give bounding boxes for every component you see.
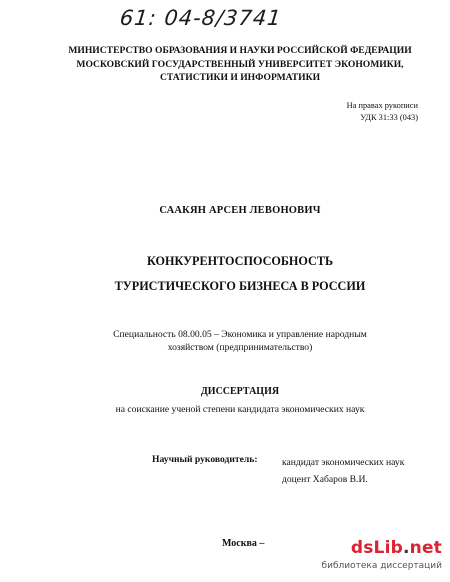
- specialty-line-1: Специальность 08.00.05 – Экономика и управление народным: [113, 329, 367, 340]
- institution-university: МОСКОВСКИЙ ГОСУДАРСТВЕННЫЙ УНИВЕРСИТЕТ ЭКОНОМИКИ,: [76, 58, 404, 70]
- dslib-subtitle: библиотека диссертаций: [321, 561, 442, 571]
- institution-university-cont: СТАТИСТИКИ И ИНФОРМАТИКИ: [159, 72, 321, 83]
- handwritten-archive-code: 61: 04-8/3741: [118, 6, 283, 30]
- title-line-1: КОНКУРЕНТОСПОСОБНОСТЬ: [146, 254, 334, 268]
- supervisor-degree: кандидат экономических наук: [282, 457, 405, 468]
- dslib-watermark: [321, 538, 442, 578]
- degree-sought: на соискание ученой степени кандидата экономических наук: [115, 404, 365, 415]
- city-year: Москва –: [222, 538, 265, 549]
- dslib-logo: [351, 538, 442, 558]
- logo-tld: net: [409, 538, 442, 558]
- author-name: СААКЯН АРСЕН ЛЕВОНОВИЧ: [159, 205, 321, 216]
- specialty-line-2: хозяйством (предпринимательство): [167, 341, 313, 353]
- dissertation-title: [60, 249, 420, 299]
- specialty: [60, 329, 420, 354]
- udk-code: УДК 31:33 (043): [360, 112, 418, 122]
- institution-header: [60, 44, 420, 85]
- dissertation-label: ДИССЕРТАЦИЯ: [200, 386, 280, 397]
- manuscript-rights: [322, 100, 418, 123]
- title-line-2: ТУРИСТИЧЕСКОГО БИЗНЕСА В РОССИИ: [114, 279, 366, 293]
- logo-dot: .: [402, 538, 410, 558]
- logo-main: dsLib: [350, 538, 403, 558]
- supervisor-label: Научный руководитель:: [152, 454, 258, 465]
- supervisor-name: доцент Хабаров В.И.: [282, 474, 368, 485]
- manuscript-rights-label: На правах рукописи: [346, 101, 418, 110]
- institution-ministry: МИНИСТЕРСТВО ОБРАЗОВАНИЯ И НАУКИ РОССИЙСКОЙ ФЕДЕРАЦИИ: [68, 45, 412, 56]
